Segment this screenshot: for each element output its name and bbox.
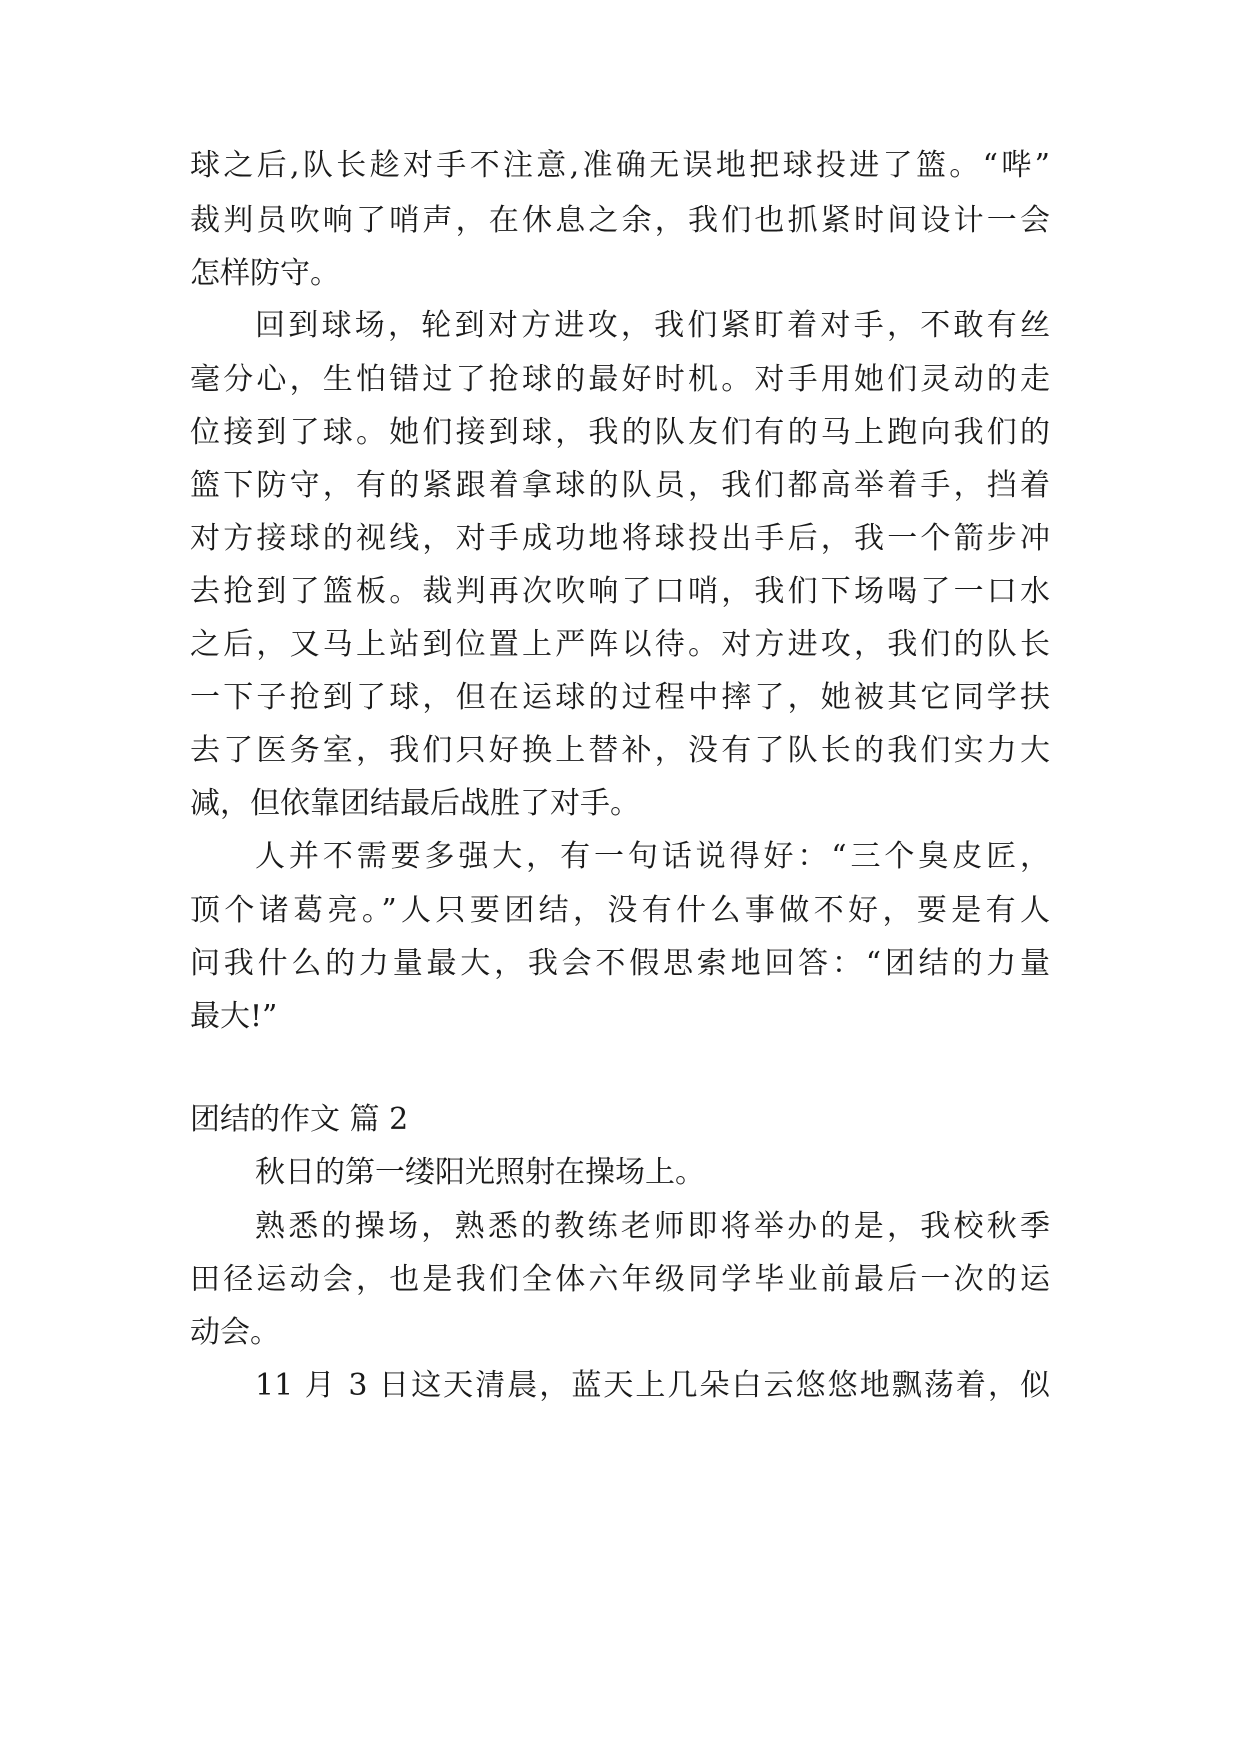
text-line: 对方接球的视线，对手成功地将球投出手后，我一个箭步冲 — [190, 521, 1050, 556]
text-line: 球之后,队长趁对手不注意,准确无误地把球投进了篮。“哔” — [190, 148, 1050, 183]
text-line: 最大!” — [190, 999, 278, 1034]
paragraph-first-line: 回到球场，轮到对方进攻，我们紧盯着对手，不敢有丝 — [255, 308, 1050, 343]
text-line: 去抢到了篮板。裁判再次吹响了口哨，我们下场喝了一口水 — [190, 574, 1050, 609]
text-line: 动会。 — [190, 1315, 280, 1350]
text-line: 裁判员吹响了哨声，在休息之余，我们也抓紧时间设计一会 — [190, 203, 1050, 238]
paragraph-first-line: 熟悉的操场，熟悉的教练老师即将举办的是，我校秋季 — [255, 1209, 1050, 1244]
paragraph-first-line: 人并不需要多强大，有一句话说得好：“三个臭皮匠， — [255, 839, 1050, 874]
text-line: 顶个诸葛亮。”人只要团结，没有什么事做不好，要是有人 — [190, 893, 1050, 928]
text-line: 问我什么的力量最大，我会不假思索地回答：“团结的力量 — [190, 946, 1050, 981]
text-line: 去了医务室，我们只好换上替补，没有了队长的我们实力大 — [190, 733, 1050, 768]
paragraph-first-line: 11 月 3 日这天清晨，蓝天上几朵白云悠悠地飘荡着，似 — [255, 1368, 1050, 1403]
section-heading: 团结的作文 篇 2 — [190, 1102, 409, 1137]
text-line: 篮下防守，有的紧跟着拿球的队员，我们都高举着手，挡着 — [190, 468, 1050, 503]
text-line: 一下子抢到了球，但在运球的过程中摔了，她被其它同学扶 — [190, 680, 1050, 715]
text-line: 田径运动会，也是我们全体六年级同学毕业前最后一次的运 — [190, 1262, 1050, 1297]
text-line: 位接到了球。她们接到球，我的队友们有的马上跑向我们的 — [190, 415, 1050, 450]
text-line: 之后，又马上站到位置上严阵以待。对方进攻，我们的队长 — [190, 627, 1050, 662]
paragraph-first-line: 秋日的第一缕阳光照射在操场上。 — [255, 1155, 705, 1190]
text-line: 减，但依靠团结最后战胜了对手。 — [190, 786, 640, 821]
text-line: 怎样防守。 — [190, 256, 340, 291]
text-line: 毫分心，生怕错过了抢球的最好时机。对手用她们灵动的走 — [190, 362, 1050, 397]
